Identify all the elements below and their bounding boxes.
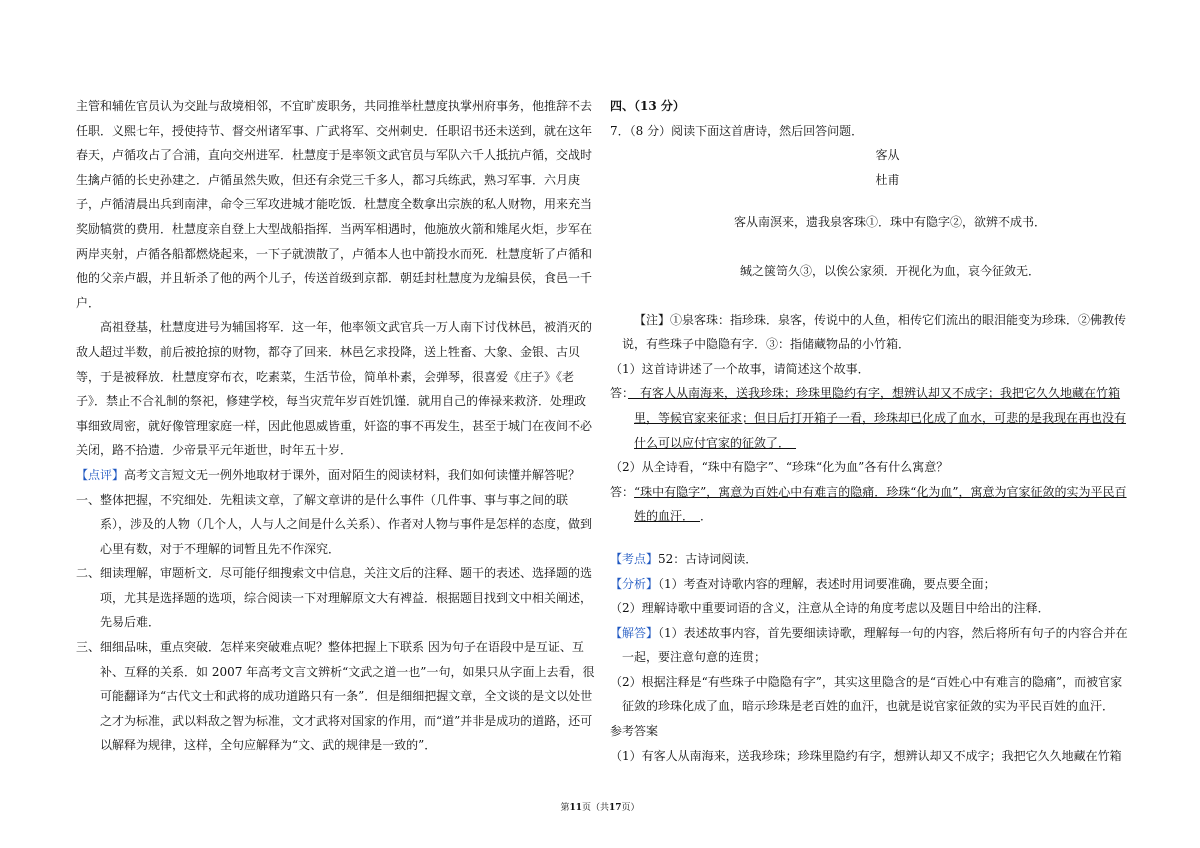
method-step: 一、整体把握，不究细处．先粗读文章，了解文章讲的是什么事件（几件事、事与事之间的联系），涉及的人物（几个人，人与人之间是什么关系）、作者对人物与事件是怎样的态度，做到心里有数，对于不理解的词暂且先不作深究． bbox=[76, 492, 593, 556]
answer-2 bbox=[610, 480, 1130, 529]
poem-author: 杜甫 bbox=[875, 172, 900, 187]
fenxi-tag: 【分析】 bbox=[610, 576, 659, 591]
reference-answer: （1）有客人从南海来，送我珍珠；珍珠里隐约有字，想辨认却又不成字；我把它久久地藏在竹箱 bbox=[610, 748, 1122, 763]
comment-text: 高考文言短文无一例外地取材于课外，面对陌生的阅读材料，我们如何读懂并解答呢？ bbox=[124, 467, 581, 482]
kaodian-line bbox=[610, 547, 1130, 572]
poem-line: 缄之箧笥久③，以俟公家须．开视化为血，哀今征敛无． bbox=[739, 263, 1040, 278]
page-number: 11 bbox=[569, 803, 582, 813]
fenxi-line-2: （2）理解诗歌中重要词语的含义，注意从全诗的角度考虑以及题目中给出的注释． bbox=[610, 601, 1050, 616]
poem-line: 客从南溟来，遗我泉客珠①．珠中有隐字②，欲辨不成书． bbox=[733, 215, 1046, 230]
passage-paragraph: 主管和辅佐官员认为交趾与敌境相邻，不宜旷废职务，共同推举杜慧度执掌州府事务，他推辞不去任职．义熙七年，授使持节、督交州诸军事、广武将军、交州刺史．任职诏书还未送到，就在这年春天，卢循攻占了合浦，直向交州进军．杜慧度于是率领文武官员与军队六千人抵抗卢循，交战时生擒卢循的长史孙建之．卢循虽然失败，但还有余党三千多人，都习兵练武，熟习军事．六月庚子，卢循清晨出兵到南津，命令三军攻进城才能吃饭．杜慧度全数拿出宗族的私人财物，用来充当奖励犒赏的费用．杜慧度亲自登上大型战船指挥．当两军相遇时，他施放火箭和雉尾火炬，步军在两岸夹射，卢循各船都燃烧起来，一下子就溃散了，卢循本人也中箭投水而死．杜慧度斩了卢循和他的父亲卢嘏，并且斩杀了他的两个儿子，传送首级到京都．朝廷封杜慧度为龙编县侯，食邑一千户． bbox=[76, 99, 593, 310]
footer-mid: 页（共 bbox=[581, 803, 609, 813]
jieda-line-2: （2）根据注释是“有些珠子中隐隐有字”，其实这里隐含的是“百姓心中有难言的隐痛”，而被官家征敛的珍珠化成了血，暗示珍珠是老百姓的血汗，也就是说官家征敛的实为平民百姓的血汗． bbox=[610, 674, 1123, 714]
footer-pre: 第 bbox=[560, 803, 570, 813]
sub-question: （2）从全诗看，“珠中有隐字”、“珍珠“化为血”各有什么寓意？ bbox=[610, 460, 949, 475]
page-total: 17 bbox=[609, 803, 622, 813]
comment-tag: 【点评】 bbox=[76, 467, 125, 482]
poem-title: 客从 bbox=[875, 148, 900, 163]
poem-note: 【注】①泉客珠：指珍珠．泉客，传说中的人鱼，相传它们流出的眼泪能变为珍珠．②佛教传说，有些珠子中隐隐有字．③：指储藏物品的小竹箱． bbox=[622, 312, 1127, 352]
reference-label: 参考答案 bbox=[610, 724, 659, 739]
answer-1 bbox=[610, 381, 1130, 455]
jieda-tag: 【解答】 bbox=[610, 625, 659, 640]
method-step: 三、细细品味，重点突破．怎样来突破难点呢？整体把握上下联系 因为句子在语段中是互证、互补、互释的关系．如 2007 年高考文言文辨析“文武之道一也”一句，如果只从字面上去看，很可能翻译为“古代文士和武将的成功道路只有一条”．但是细细把握文章，全文谈的是文以处世之才为标准，武以料敌之智为标准，文才武将对国家的作用，而“道”并非是成功的道路，还可以解释为规律，这样，全句应解释为“文、武的规律是一致的”． bbox=[76, 640, 595, 753]
sub-question: （1）这首诗讲述了一个故事，请简述这个故事． bbox=[610, 361, 870, 376]
answer-prefix: 答： bbox=[610, 386, 629, 401]
jieda-text: （1）表述故事内容，首先要细读诗歌，理解每一句的内容，然后将所有句子的内容合并在一起，要注意句意的连贯； bbox=[622, 625, 1128, 665]
section-heading: 四、（13 分） bbox=[610, 99, 685, 113]
answer-prefix: 答： bbox=[610, 484, 635, 499]
fenxi-line bbox=[610, 572, 1130, 597]
passage-paragraph: 高祖登基，杜慧度进号为辅国将军．这一年，他率领文武官兵一万人南下讨伐林邑，被消灭的敌人超过半数，前后被抢掠的财物，都夺了回来．林邑乞求投降，送上牲畜、大象、金银、古贝等，于是被释放．杜慧度穿布衣，吃素菜，生活节俭，简单朴素，会弹琴，很喜爱《庄子》《老子》．禁止不合礼制的祭祀，修建学校，每当灾荒年岁百姓饥馑．就用自己的俸禄来救济．处理政事细致周密，就好像管理家庭一样，因此他恩威皆重，奸盗的事不再发生，甚至于城门在夜间不必关闭，路不拾遗．少帝景平元年逝世，时年五十岁． bbox=[76, 320, 593, 458]
comment-line bbox=[76, 463, 596, 488]
answer-text: 有客人从南海来，送我珍珠；珍珠里隐约有字，想辨认却又不成字；我把它久久地藏在竹箱里，等候官家来征求；但日后打开箱子一看，珍珠却已化成了血水，可悲的是我现在再也没有什么可以应付官家的征敛了． bbox=[628, 386, 1127, 450]
jieda-line bbox=[610, 621, 1130, 670]
left-column bbox=[76, 94, 596, 758]
page-footer bbox=[0, 800, 1200, 813]
method-step: 二、细读理解，审题析文．尽可能仔细搜索文中信息，关注文后的注释、题干的表述、选择题的选项，尤其是选择题的选项，综合阅读一下对理解原文大有裨益．根据题目找到文中相关阐述，先易后难． bbox=[76, 566, 593, 630]
answer-text: “珠中有隐字”，寓意为百姓心中有难言的隐痛．珍珠“化为血”，寓意为官家征敛的实为平民百姓的血汗． bbox=[634, 484, 1127, 524]
right-column bbox=[610, 94, 1130, 768]
footer-post: 页） bbox=[621, 803, 640, 813]
kaodian-tag: 【考点】 bbox=[610, 551, 659, 566]
fenxi-text: （1）考查对诗歌内容的理解，表述时用词要准确，要点要全面； bbox=[658, 576, 996, 591]
kaodian-text: 52：古诗词阅读． bbox=[658, 551, 758, 566]
question-text: 7．（8 分）阅读下面这首唐诗，然后回答问题． bbox=[610, 123, 864, 138]
answer-end: ． bbox=[700, 509, 713, 524]
